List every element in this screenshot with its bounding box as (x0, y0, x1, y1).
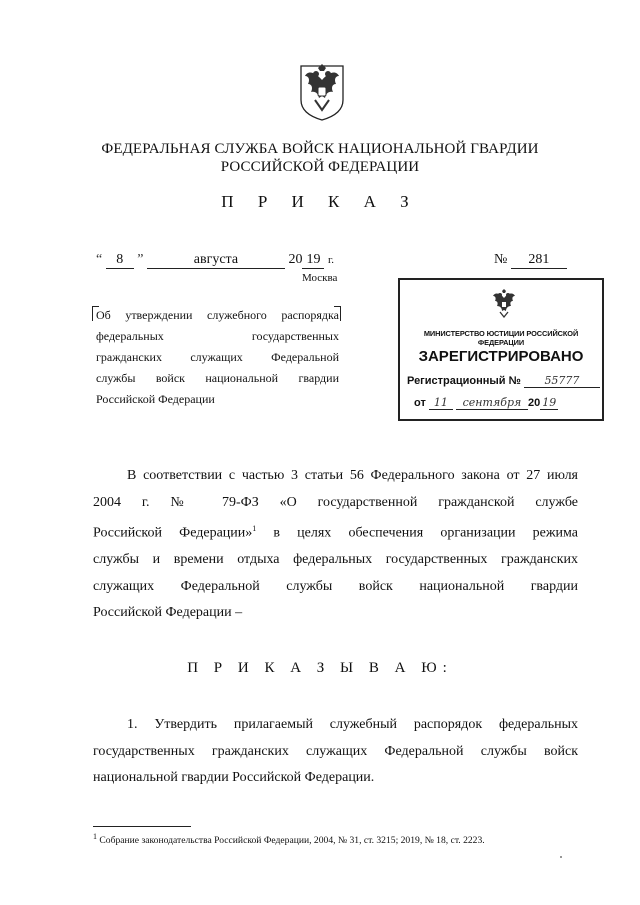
stamp-registration-date (414, 396, 558, 410)
order-item-1 (93, 712, 578, 792)
registration-year: 19 (542, 396, 557, 409)
registration-stamp (398, 278, 604, 421)
preamble-line: 2004 г. № 79-ФЗ «О государственной гражданской службе (93, 494, 578, 510)
subject-line: гражданских служащих Федеральной (96, 350, 339, 364)
preamble-line: службы и времени отдыха федеральных государственных гражданских (93, 552, 578, 568)
footnote-text: Собрание законодательства Российской Федерации, 2004, № 31, ст. 3215; 2019, № 18, ст. 2223. (99, 835, 485, 847)
preamble-line: Российской Федерации – (93, 605, 243, 621)
footnote-mark: 1 (93, 832, 97, 841)
order-number (494, 252, 567, 269)
item-line: национальной гвардии Российской Федерации. (93, 770, 375, 785)
registration-number-value: 55777 (524, 374, 600, 388)
double-headed-eagle-emblem-icon (297, 60, 347, 122)
registration-number-label: Регистрационный № (407, 375, 521, 387)
registration-year-prefix: 20 (527, 397, 541, 409)
footnote-divider (93, 826, 191, 827)
issue-city: Москва (302, 272, 338, 284)
preamble-line: служащих Федеральной службы войск национальной гвардии (93, 578, 578, 594)
number-sign: № (494, 252, 508, 267)
preamble-paragraph (93, 463, 578, 627)
stamp-registration-number (407, 374, 600, 388)
stamp-registered-label: ЗАРЕГИСТРИРОВАНО (418, 348, 584, 365)
date-month: августа (147, 252, 285, 269)
item-line: 1. Утвердить прилагаемый служебный распорядок федеральных (127, 717, 578, 732)
subject-line: федеральных государственных (96, 329, 339, 343)
date-year-abbr: г. (327, 254, 334, 266)
footnote-reference: 1 (252, 524, 257, 533)
registration-date-month: сентября (456, 396, 528, 410)
footnote (93, 832, 485, 846)
date-day: 8 (106, 252, 134, 269)
organization-line-2: РОССИЙСКОЙ ФЕДЕРАЦИИ (220, 159, 420, 175)
organization-line-1: ФЕДЕРАЛЬНАЯ СЛУЖБА ВОЙСК НАЦИОНАЛЬНОЙ ГВАРДИИ (101, 141, 539, 157)
document-type-title: П Р И К А З (221, 192, 419, 211)
registration-date-label: от (414, 397, 426, 409)
date-close-quote: ” (137, 252, 144, 267)
issuing-organization (60, 140, 580, 176)
subject-line: Об утверждении служебного распорядка (96, 308, 339, 322)
order-number-value: 281 (511, 252, 567, 269)
subject-line: Российской Федерации (96, 392, 215, 406)
registration-date-day: 11 (429, 396, 453, 410)
order-word: П Р И К А З Ы В А Ю: (187, 660, 453, 676)
scan-speck (560, 856, 562, 858)
preamble-fragment: в целях обеспечения организации режима (273, 525, 579, 541)
order-date (96, 252, 334, 269)
preamble-fragment: Российской Федерации» (93, 525, 253, 541)
item-line: государственных гражданских служащих Федеральной службы войск (93, 743, 578, 759)
subject-line: службы войск национальной гвардии (96, 371, 339, 385)
stamp-ministry-name: МИНИСТЕРСТВО ЮСТИЦИИ РОССИЙСКОЙ ФЕДЕРАЦИИ (423, 329, 579, 347)
date-year: 19 (302, 252, 324, 269)
preamble-line (93, 516, 578, 547)
stamp-emblem-icon (490, 288, 518, 318)
preamble-line: В соответствии с частью 3 статьи 56 Федерального закона от 27 июля (127, 468, 578, 483)
date-year-prefix: 20 (288, 252, 303, 267)
date-open-quote: “ (96, 252, 103, 267)
order-subject (96, 305, 339, 410)
